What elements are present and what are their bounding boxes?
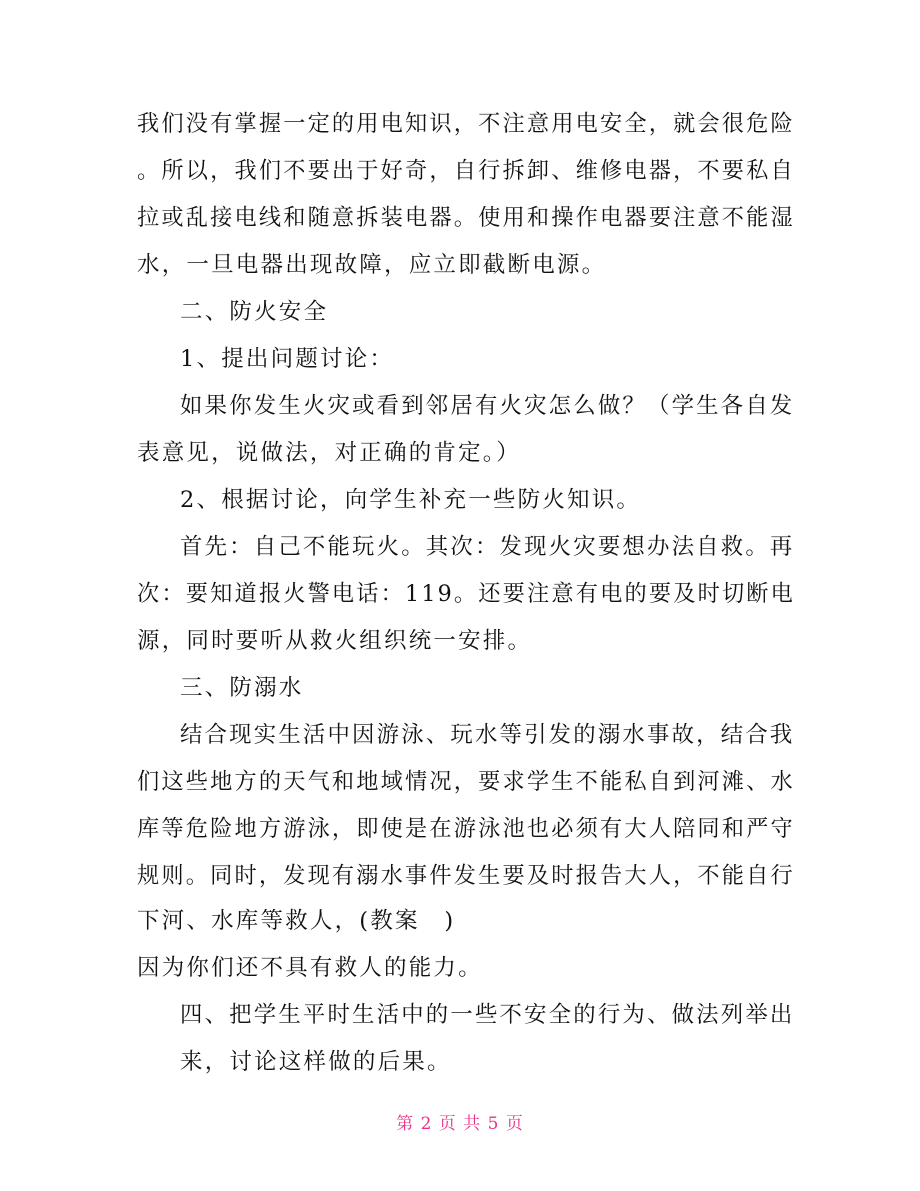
text-line: 拉或乱接电线和随意拆装电器。使用和操作电器要注意不能湿 <box>137 205 795 231</box>
text-line: 首先：自己不能玩火。其次：发现火灾要想办法自救。再 <box>180 534 795 560</box>
text-line: 结合现实生活中因游泳、玩水等引发的溺水事故，结合我 <box>180 722 795 748</box>
text-line: 库等危险地方游泳，即使是在游泳池也必须有大人陪同和严守 <box>137 816 795 842</box>
section-heading: 二、防火安全 <box>180 299 329 325</box>
text-line: 规则。同时，发现有溺水事件发生要及时报告大人，不能自行 <box>137 863 795 889</box>
section-heading: 三、防溺水 <box>180 675 304 701</box>
text-line: 下河、水库等救人，(教案 ) <box>137 908 456 934</box>
text-line: 。所以，我们不要出于好奇，自行拆卸、维修电器，不要私自 <box>137 158 795 184</box>
text-line: 次：要知道报火警电话：119。还要注意有电的要及时切断电 <box>137 581 796 607</box>
text-line: 水，一旦电器出现故障，应立即截断电源。 <box>137 252 607 278</box>
text-line: 如果你发生火灾或看到邻居有火灾怎么做？（学生各自发 <box>180 393 795 419</box>
text-line: 表意见，说做法，对正确的肯定。） <box>137 440 521 466</box>
text-line: 因为你们还不具有救人的能力。 <box>137 955 483 981</box>
text-line: 来，讨论这样做的后果。 <box>180 1049 452 1075</box>
text-line: 源，同时要听从救火组织统一安排。 <box>137 628 533 654</box>
section-heading: 四、把学生平时生活中的一些不安全的行为、做法列举出 <box>180 1002 795 1028</box>
text-line: 们这些地方的天气和地域情况，要求学生不能私自到河滩、水 <box>137 769 795 795</box>
subsection-heading: 2、根据讨论，向学生补充一些防火知识。 <box>180 487 642 513</box>
subsection-heading: 1、提出问题讨论： <box>180 346 395 372</box>
text-line: 我们没有掌握一定的用电知识，不注意用电安全，就会很危险 <box>137 111 795 137</box>
page-number-footer: 第 2 页 共 5 页 <box>396 1114 524 1134</box>
